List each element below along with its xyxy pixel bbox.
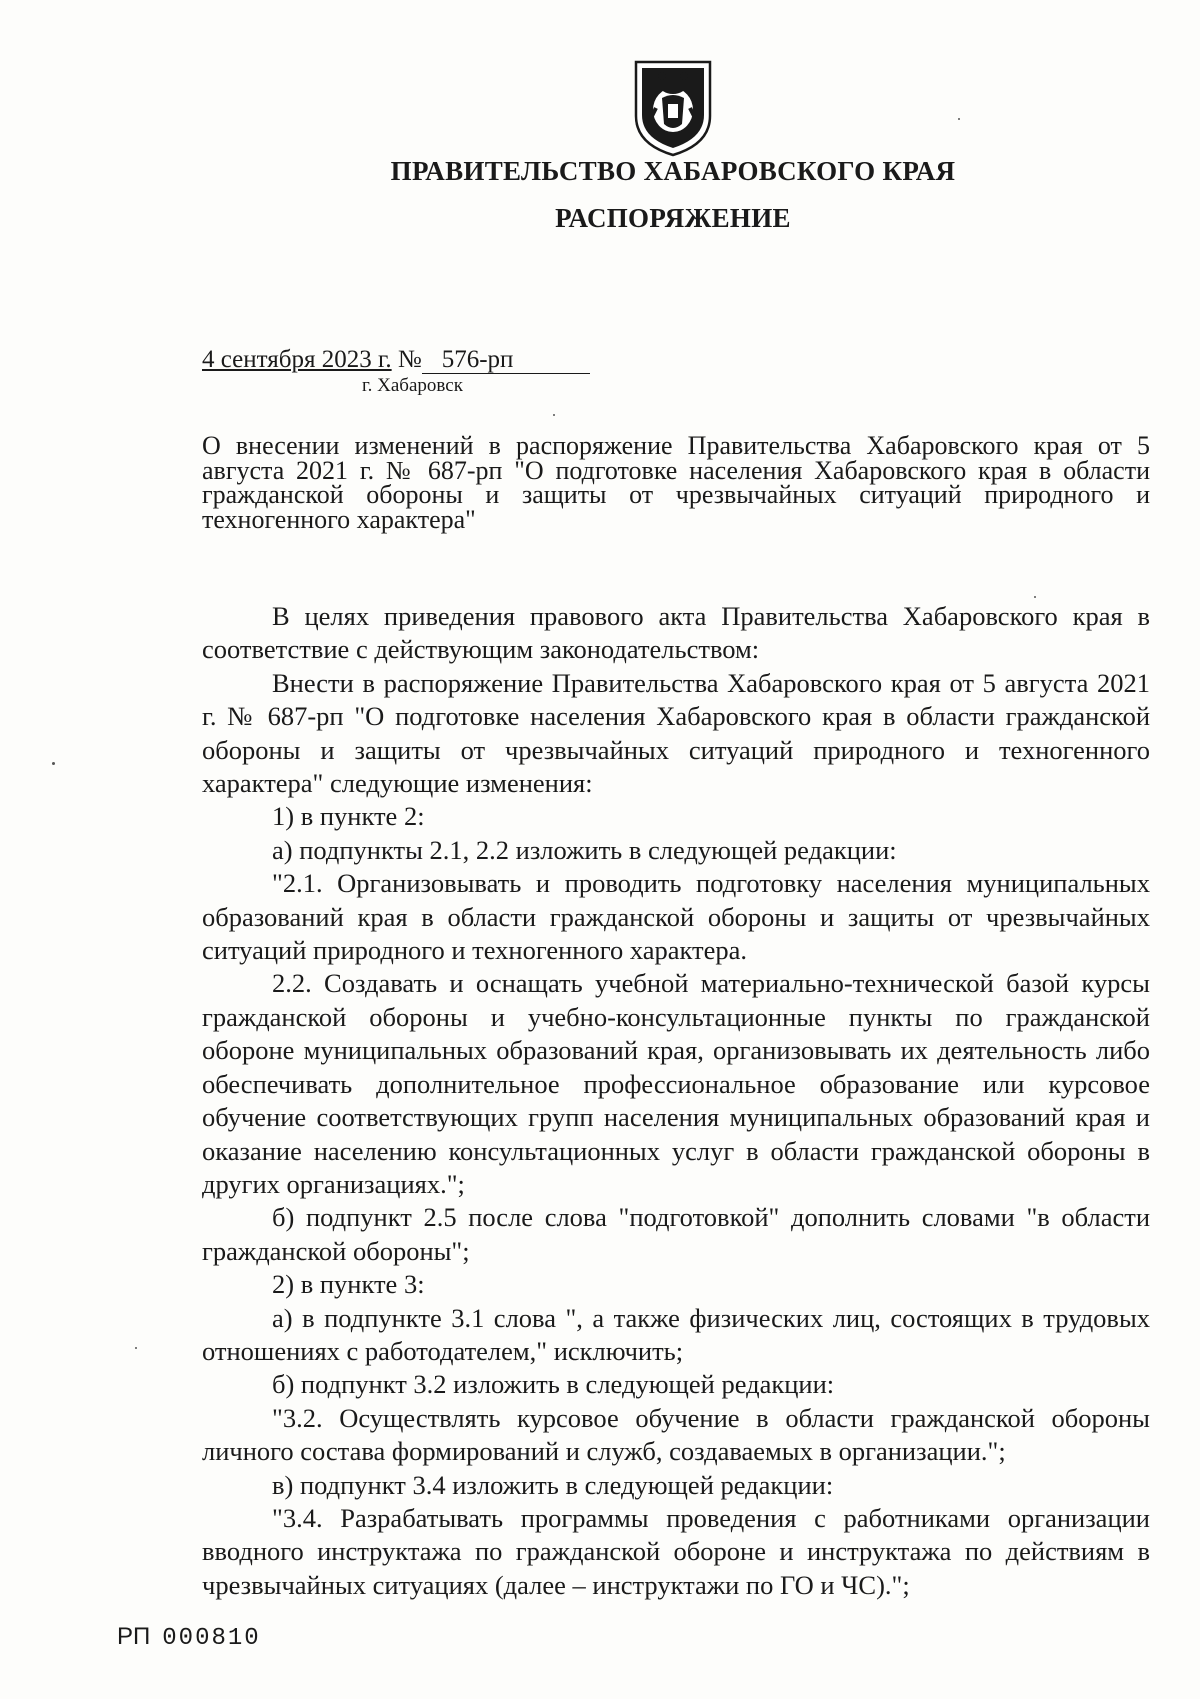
body-paragraph: 2.2. Создавать и оснащать учебной материально-технической базой курсы гражданской обороны и учебно-консультационные пункты по гражданской обороне муниципальных образований края, организовывать их деятельность либо обеспечивать дополнительное профессиональное образование или курсовое обучение соответствующих групп населения муниципальных образований края и оказание населению консультационных услуг в области гражданской обороны в других организациях."; [202,968,1150,1199]
body-paragraph: "3.4. Разрабатывать программы проведения с работниками организации вводного инструктажа по гражданской обороне и инструктажа по действиям в чрезвычайных ситуациях (далее – инструктажи по ГО и ЧС)."; [202,1502,1150,1600]
body-paragraph: в) подпункт 3.4 изложить в следующей редакции: [272,1469,834,1500]
body-paragraph: б) подпункт 3.2 изложить в следующей редакции: [272,1369,835,1400]
document-number: 576-рп [422,347,590,374]
form-series: РП [117,1623,151,1650]
document-date: 4 сентября 2023 г. [202,346,392,373]
scan-speck [135,1347,137,1349]
body-paragraph: Внести в распоряжение Правительства Хабаровского края от 5 августа 2021 г. № 687-рп "О подготовке населения Хабаровского края в области гражданской обороны и защиты от чрезвычайных ситуаций природного и техногенного характера" следующие изменения: [202,667,1150,799]
government-title: ПРАВИТЕЛЬСТВО ХАБАРОВСКОГО КРАЯ [390,156,956,186]
form-code: 000810 [162,1625,261,1652]
body-paragraph: а) подпункты 2.1, 2.2 изложить в следующей редакции: [272,834,897,865]
scan-speck [1034,596,1036,598]
form-serial [117,1623,261,1652]
body-paragraph: "2.1. Организовывать и проводить подготовку населения муниципальных образований края в области гражданской обороны и защиты от чрезвычайных ситуаций природного и техногенного характера. [202,868,1150,966]
body-paragraph: 2) в пункте 3: [272,1269,425,1300]
scan-speck [553,414,555,416]
date-number-line [202,346,590,374]
body-paragraph: В целях приведения правового акта Правительства Хабаровского края в соответствие с действующим законодательством: [202,601,1150,665]
scan-speck [52,762,55,765]
document-subject: О внесении изменений в распоряжение Правительства Хабаровского края от 5 августа 2021 г. № 687-рп "О подготовке населения Хабаровского края в области гражданской обороны и защиты от чрезвычайных ситуаций природного и техногенного характера" [202,431,1150,534]
body-paragraph: "3.2. Осуществлять курсовое обучение в области гражданской обороны личного состава формирований и служб, создаваемых в организации."; [202,1402,1150,1467]
body-paragraph: 1) в пункте 2: [272,801,425,832]
body-paragraph: а) в подпункте 3.1 слова ", а также физических лиц, состоящих в трудовых отношениях с работодателем," исключить; [202,1302,1150,1366]
document-city: г. Хабаровск [362,375,463,396]
document-type: РАСПОРЯЖЕНИЕ [555,203,791,233]
scan-speck [958,118,960,120]
body-paragraph: б) подпункт 2.5 после слова "подготовкой" дополнить словами "в области гражданской обороны"; [202,1202,1150,1266]
document-body [202,600,1150,1602]
coat-of-arms-icon [632,58,714,158]
number-sign: № [397,346,422,373]
